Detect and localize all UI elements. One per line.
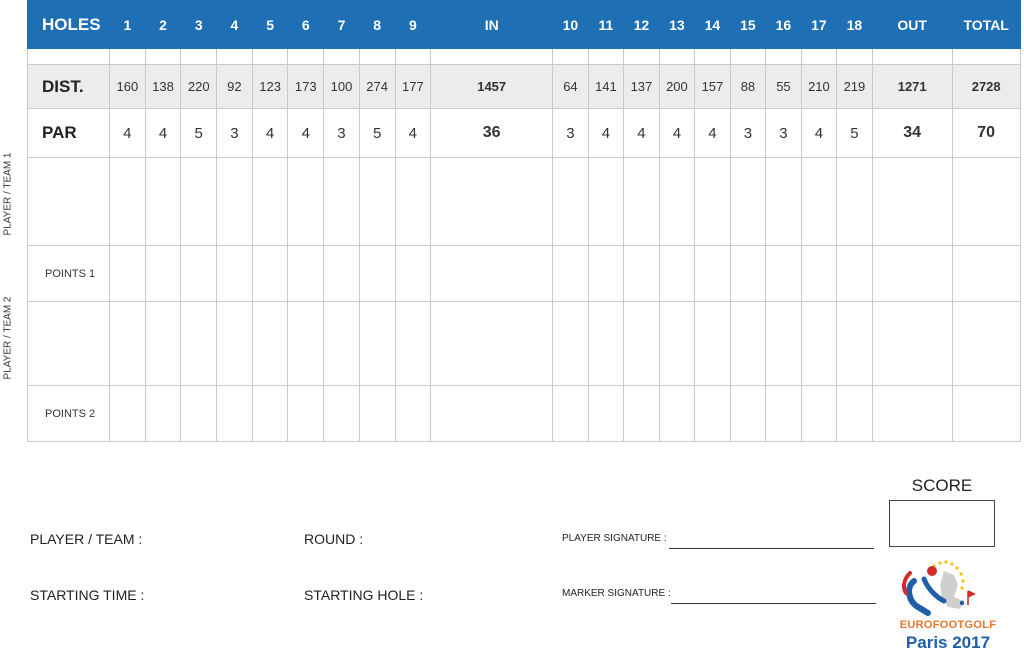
dist-cell: 173 (288, 65, 324, 109)
out-header: OUT (872, 1, 952, 49)
points-cell[interactable] (659, 246, 695, 302)
score-cell[interactable] (588, 158, 624, 246)
dist-cell: 177 (395, 65, 431, 109)
score-cell[interactable] (952, 302, 1020, 386)
hole-12: 12 (624, 1, 660, 49)
dist-cell: 220 (181, 65, 217, 109)
points-cell[interactable] (324, 386, 360, 442)
score-cell[interactable] (145, 302, 181, 386)
score-cell[interactable] (872, 302, 952, 386)
par-cell: 5 (837, 109, 873, 158)
hole-4: 4 (217, 1, 253, 49)
player-team-2-label: PLAYER / TEAM 2 (2, 296, 14, 380)
points-cell[interactable] (624, 246, 660, 302)
score-cell[interactable] (110, 158, 146, 246)
score-cell[interactable] (252, 158, 288, 246)
par-cell: 3 (217, 109, 253, 158)
points-cell[interactable] (624, 386, 660, 442)
points-cell[interactable] (952, 246, 1020, 302)
score-cell[interactable] (766, 158, 802, 246)
dist-cell: 200 (659, 65, 695, 109)
eurofootgolf-logo (884, 557, 1012, 657)
score-cell[interactable] (145, 158, 181, 246)
points-cell[interactable] (801, 246, 837, 302)
points-cell[interactable] (588, 386, 624, 442)
par-cell: 4 (801, 109, 837, 158)
points2-row (28, 386, 1021, 442)
score-cell[interactable] (181, 302, 217, 386)
hole-7: 7 (324, 1, 360, 49)
score-cell[interactable] (766, 302, 802, 386)
par-cell: 4 (624, 109, 660, 158)
points-cell[interactable] (695, 386, 731, 442)
score-cell[interactable] (872, 158, 952, 246)
points-cell[interactable] (252, 246, 288, 302)
player-team-1-label: PLAYER / TEAM 1 (2, 152, 14, 236)
score-title: SCORE (911, 476, 973, 495)
score-cell[interactable] (801, 158, 837, 246)
score-cell[interactable] (28, 158, 110, 246)
hole-14: 14 (695, 1, 731, 49)
hole-1: 1 (110, 1, 146, 49)
dist-in-total: 1457 (431, 65, 553, 109)
logo-line1: EUROFOOTGOLF (899, 619, 997, 631)
par-cell: 3 (730, 109, 766, 158)
points-cell[interactable] (766, 246, 802, 302)
dist-cell: 55 (766, 65, 802, 109)
score-cell[interactable] (395, 158, 431, 246)
player-signature-label: PLAYER SIGNATURE : (562, 533, 667, 544)
distance-row (28, 65, 1021, 109)
score-cell[interactable] (324, 158, 360, 246)
points-cell[interactable] (730, 246, 766, 302)
points-cell[interactable] (395, 386, 431, 442)
points-cell[interactable] (217, 386, 253, 442)
points-cell[interactable] (730, 386, 766, 442)
points-cell[interactable] (288, 246, 324, 302)
points-cell[interactable] (110, 246, 146, 302)
score-box[interactable] (889, 500, 995, 547)
distance-label: DIST. (28, 65, 110, 109)
par-cell: 4 (395, 109, 431, 158)
points-cell[interactable] (359, 246, 395, 302)
score-cell[interactable] (553, 302, 589, 386)
points-cell[interactable] (837, 246, 873, 302)
points-cell[interactable] (801, 386, 837, 442)
starting-hole-field-label: STARTING HOLE : (304, 587, 424, 603)
dist-cell: 123 (252, 65, 288, 109)
score-cell[interactable] (431, 158, 553, 246)
dist-cell: 88 (730, 65, 766, 109)
hole-15: 15 (730, 1, 766, 49)
player2-score-row (28, 302, 1021, 386)
dist-cell: 100 (324, 65, 360, 109)
score-cell[interactable] (837, 158, 873, 246)
points-cell[interactable] (588, 246, 624, 302)
dist-cell: 92 (217, 65, 253, 109)
player1-score-row (28, 158, 1021, 246)
score-cell[interactable] (359, 302, 395, 386)
dist-grand-total: 2728 (952, 65, 1020, 109)
dist-cell: 138 (145, 65, 181, 109)
score-cell[interactable] (28, 302, 110, 386)
points-cell[interactable] (181, 386, 217, 442)
points-cell[interactable] (145, 246, 181, 302)
par-cell: 4 (288, 109, 324, 158)
par-cell: 4 (252, 109, 288, 158)
points1-label: POINTS 1 (28, 246, 110, 302)
par-row (28, 109, 1021, 158)
dist-cell: 274 (359, 65, 395, 109)
points-cell[interactable] (324, 246, 360, 302)
score-cell[interactable] (624, 158, 660, 246)
par-cell: 3 (553, 109, 589, 158)
score-cell[interactable] (110, 302, 146, 386)
points-cell[interactable] (359, 386, 395, 442)
score-cell[interactable] (801, 302, 837, 386)
points-cell[interactable] (872, 246, 952, 302)
par-cell: 4 (145, 109, 181, 158)
points-cell[interactable] (217, 246, 253, 302)
score-cell[interactable] (431, 302, 553, 386)
hole-3: 3 (181, 1, 217, 49)
points-cell[interactable] (395, 246, 431, 302)
dist-cell: 64 (553, 65, 589, 109)
par-grand-total: 70 (952, 109, 1020, 158)
hole-13: 13 (659, 1, 695, 49)
par-cell: 4 (695, 109, 731, 158)
points-cell[interactable] (837, 386, 873, 442)
score-cell[interactable] (588, 302, 624, 386)
dist-cell: 210 (801, 65, 837, 109)
score-cell[interactable] (624, 302, 660, 386)
starting-time-field-label: STARTING TIME : (30, 587, 145, 603)
dist-cell: 160 (110, 65, 146, 109)
dist-cell: 219 (837, 65, 873, 109)
points-cell[interactable] (553, 386, 589, 442)
par-cell: 3 (766, 109, 802, 158)
score-cell[interactable] (217, 158, 253, 246)
score-cell[interactable] (952, 158, 1020, 246)
dist-out-total: 1271 (872, 65, 952, 109)
score-cell[interactable] (395, 302, 431, 386)
points2-label: POINTS 2 (28, 386, 110, 442)
score-cell[interactable] (695, 302, 731, 386)
score-cell[interactable] (659, 302, 695, 386)
round-field-label: ROUND : (304, 531, 364, 547)
total-header: TOTAL (952, 1, 1020, 49)
par-label: PAR (28, 109, 110, 158)
dist-cell: 157 (695, 65, 731, 109)
hole-8: 8 (359, 1, 395, 49)
logo-line2: Paris 2017 (905, 633, 991, 652)
points-cell[interactable] (952, 386, 1020, 442)
dist-cell: 137 (624, 65, 660, 109)
score-cell[interactable] (181, 158, 217, 246)
holes-label: HOLES (28, 1, 110, 49)
hole-11: 11 (588, 1, 624, 49)
points-cell[interactable] (659, 386, 695, 442)
score-cell[interactable] (288, 158, 324, 246)
player-team-field-label: PLAYER / TEAM : (30, 531, 143, 547)
points-cell[interactable] (553, 246, 589, 302)
par-cell: 5 (359, 109, 395, 158)
points-cell[interactable] (288, 386, 324, 442)
hole-5: 5 (252, 1, 288, 49)
hole-10: 10 (553, 1, 589, 49)
points1-row (28, 246, 1021, 302)
hole-6: 6 (288, 1, 324, 49)
score-cell[interactable] (288, 302, 324, 386)
score-cell[interactable] (695, 158, 731, 246)
gap-row (28, 49, 1021, 65)
marker-signature-line[interactable] (671, 603, 876, 604)
score-cell[interactable] (730, 302, 766, 386)
par-cell: 3 (324, 109, 360, 158)
points-cell[interactable] (431, 246, 553, 302)
score-cell[interactable] (359, 158, 395, 246)
points-cell[interactable] (766, 386, 802, 442)
score-cell[interactable] (553, 158, 589, 246)
score-cell[interactable] (324, 302, 360, 386)
score-cell[interactable] (730, 158, 766, 246)
par-in-total: 36 (431, 109, 553, 158)
par-cell: 5 (181, 109, 217, 158)
points-cell[interactable] (872, 386, 952, 442)
player-signature-line[interactable] (669, 548, 874, 549)
score-cell[interactable] (659, 158, 695, 246)
hole-2: 2 (145, 1, 181, 49)
hole-17: 17 (801, 1, 837, 49)
hole-9: 9 (395, 1, 431, 49)
dist-cell: 141 (588, 65, 624, 109)
par-out-total: 34 (872, 109, 952, 158)
points-cell[interactable] (110, 386, 146, 442)
scorecard-table (27, 0, 1021, 442)
holes-row (28, 1, 1021, 49)
score-cell[interactable] (217, 302, 253, 386)
hole-16: 16 (766, 1, 802, 49)
points-cell[interactable] (252, 386, 288, 442)
points-cell[interactable] (181, 246, 217, 302)
score-cell[interactable] (837, 302, 873, 386)
par-cell: 4 (110, 109, 146, 158)
hole-18: 18 (837, 1, 873, 49)
in-header: IN (431, 1, 553, 49)
par-cell: 4 (588, 109, 624, 158)
par-cell: 4 (659, 109, 695, 158)
marker-signature-label: MARKER SIGNATURE : (562, 588, 671, 599)
score-cell[interactable] (252, 302, 288, 386)
points-cell[interactable] (145, 386, 181, 442)
points-cell[interactable] (431, 386, 553, 442)
points-cell[interactable] (695, 246, 731, 302)
